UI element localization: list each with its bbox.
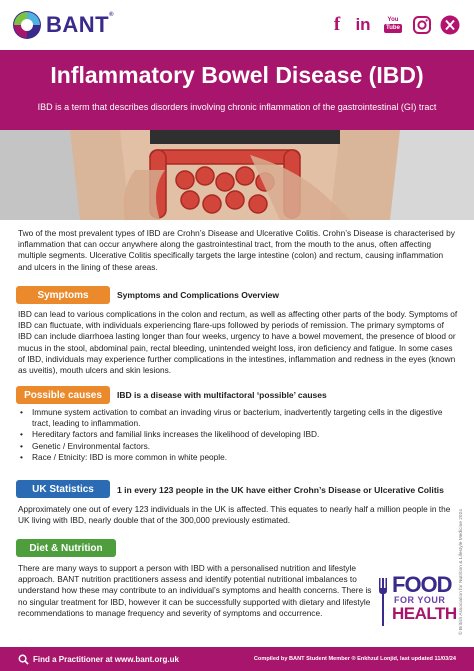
hero-illustration	[0, 130, 474, 220]
diet-label: Diet & Nutrition	[16, 539, 116, 557]
x-icon[interactable]	[440, 14, 460, 36]
page-title: Inflammatory Bowel Disease (IBD)	[50, 62, 424, 88]
youtube-icon[interactable]	[382, 14, 404, 36]
page-subtitle: IBD is a term that describes disorders involving chronic inflammation of the gastrointestinal (GI) tract	[37, 102, 437, 112]
copyright-side-note	[454, 455, 464, 635]
header	[0, 0, 474, 50]
bant-logo-icon	[12, 10, 42, 40]
intro-paragraph: Two of the most prevalent types of IBD are Crohn’s Disease and Ulcerative Colitis. Crohn’s Disease is characterised by inflammation that can occur anywhere along the gastrointestinal tract, from the mouth to the anus, often affecting multiple segments. Ulcerative Colitis specifically targets the large intestine (colon) and rectum, causing inflammation and ulcers in the lining of these areas.	[18, 228, 455, 272]
utensils-icon	[378, 576, 391, 628]
copyright-text: © British Association for Nutrition & Lifestyle Medicine 2024	[459, 509, 464, 635]
linkedin-icon[interactable]: in	[355, 15, 371, 34]
stats-paragraph: Approximately one out of every 123 individuals in the UK is affected. This equates to nearly half a million people in the UK living with IBD, nearly double that of the 300,000 previously estimated.	[18, 504, 451, 526]
facebook-icon[interactable]: f	[333, 14, 341, 35]
hero-image	[0, 130, 474, 220]
bant-logo[interactable]	[12, 10, 114, 40]
food-for-your-health-logo	[378, 572, 458, 632]
stats-heading: 1 in every 123 people in the UK have either Crohn’s Disease or Ulcerative Colitis	[117, 485, 444, 495]
stats-label: UK Statistics	[16, 480, 110, 498]
causes-list	[20, 407, 450, 463]
search-icon	[18, 654, 29, 665]
list-item: • Race / Etnicity: IBD is more common in white people.	[20, 452, 450, 463]
symptoms-paragraph: IBD can lead to various complications in the colon and rectum, as well as affecting other parts of the body. Symptoms of IBD can fluctuate, with individuals experiencing flare-ups followed by periods of remission. The primary symptoms of IBD can include diarrhoea lasting longer than four weeks, urgency to have a bowel movement, the presence of blood or mucus in the stool, abdominal pain, rectal bleeding, unintended weight loss, iron deficiency and fatigue. In some cases of IBD, individuals may experience further complications in the intestines, inflammation and redness in the eyes (known as uveitis), mouth ulcers and skin lesions.	[18, 309, 458, 376]
symptoms-label: Symptoms	[16, 286, 110, 304]
find-practitioner-link[interactable]	[18, 654, 179, 665]
footer	[0, 647, 474, 671]
symptoms-heading: Symptoms and Complications Overview	[117, 290, 280, 300]
list-item: • Hereditary factors and familial links increases the likelihood of developing IBD.	[20, 429, 450, 440]
causes-label: Possible causes	[16, 386, 110, 404]
logo-text: BANT®	[46, 12, 115, 37]
causes-heading: IBD is a disease with multifactoral ‘possible’ causes	[117, 390, 327, 400]
find-practitioner-text: Find a Practitioner at www.bant.org.uk	[33, 655, 179, 664]
list-item: • Immune system activation to combat an invading virus or bacterium, inadvertently targeting cells in the digestive tract, leading to inflammation.	[20, 407, 450, 429]
diet-paragraph: There are many ways to support a person with IBD with a personalised nutrition and lifestyle approach. BANT nutrition practitioners assess and identify potential nutritional imbalances to understand how these may contribute to an individual’s symptoms and health concerns. There is no singular treatment for IBD, however it can be successfully supported with dietary and lifestyle recommendations to manage frequency and severity of symptoms and occurrence.	[18, 563, 372, 618]
list-item: • Genetic / Environmental factors.	[20, 441, 450, 452]
food-logo-line3: HEALTH	[392, 604, 457, 623]
food-logo-line1: FOOD	[392, 572, 452, 597]
food-logo-line2: FOR YOUR	[394, 595, 446, 605]
compiled-by-text: Compiled by BANT Student Member ® Enkhzul Lonjid, last updated 11/03/24	[253, 656, 456, 662]
social-links	[330, 14, 460, 36]
instagram-icon[interactable]	[412, 14, 432, 36]
youtube-icon-top: You	[387, 17, 399, 23]
youtube-icon-bottom: Tube	[386, 25, 400, 31]
